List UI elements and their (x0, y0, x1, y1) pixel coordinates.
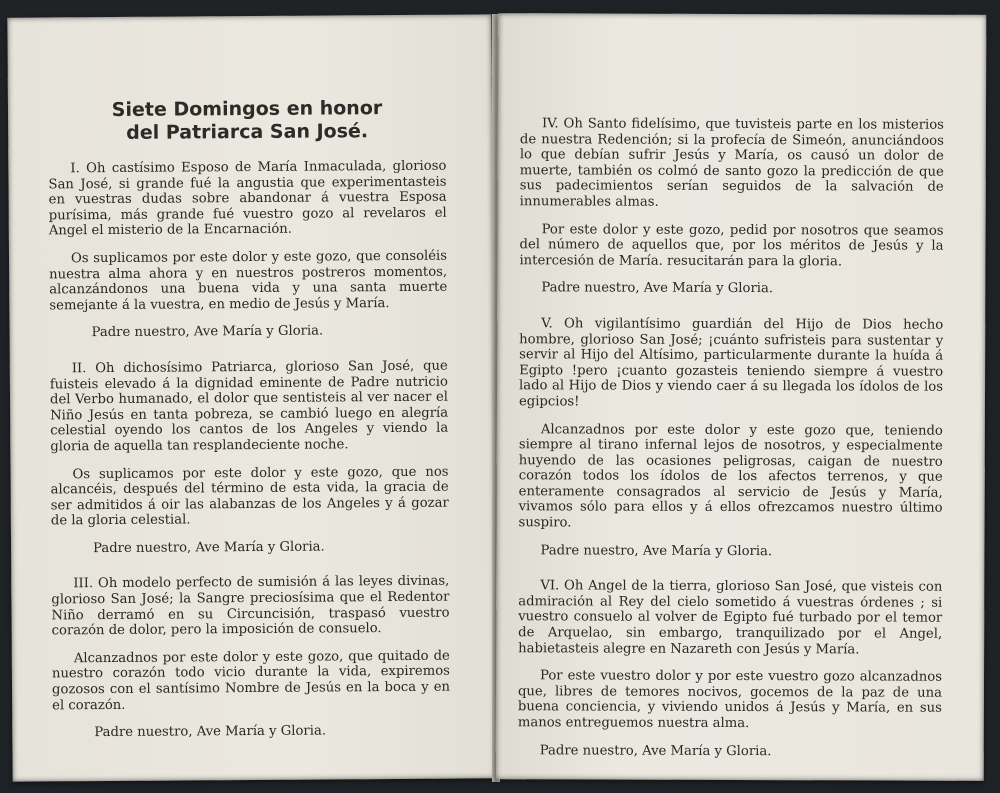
prayer-line: Padre nuestro, Ave María y Gloria. (540, 542, 773, 559)
paragraph-ii: II. Oh dichosísimo Patriarca, glorioso San José, que fuisteis elevado á la dignidad eminente de Padre nutricio del Verbo humanado, el dolor que sentisteis al ver nacer el Niño Jesús en tanta pobreza, se cambió luego en alegría celestial oyendo los cantos de los Angeles y viendo la gloria de aquella tan resplandeciente noche. (49, 358, 449, 455)
supplication-paragraph: Os suplicamos por este dolor y este gozo, que nos alcancéis, después del término de esta vida, la gracia de ser admitidos á oir las alabanzas de los Angeles y á gozar de la gloria celestial. (50, 464, 449, 529)
right-page-content (518, 116, 944, 780)
supplication-paragraph: Alcanzadnos por este dolor y este gozo, que quitado de nuestro corazón todo vicio durante la vida, expiremos gozosos con el santísimo Nombre de Jesús en la boca y en el corazón. (51, 648, 451, 714)
prayer-line: Padre nuestro, Ave María y Gloria. (539, 742, 772, 759)
title-line-2: del Patriarca San José. (126, 120, 369, 144)
prayer-line: Padre nuestro, Ave María y Gloria. (91, 323, 324, 341)
prayer-line: Padre nuestro, Ave María y Gloria. (94, 723, 327, 741)
paragraph-i: I. Oh castísimo Esposo de María Inmaculada, glorioso San José, si grande fué la angustia que experimentasteis en vuestras dudas sobre abandonar á vuestra Esposa purísima, más grande fué vuestro gozo al revelaros el Angel el misterio de la Encarnación. (48, 158, 447, 239)
supplication-paragraph: Por este dolor y este gozo, pedid por nosotros que seamos del número de aquellos que, por los méritos de Jesús y la intercesión de María. resucitarán para la gloria. (519, 221, 944, 270)
supplication-paragraph: Alcanzadnos por este dolor y este gozo que, teniendo siempre al tirano infernal lejos de nosotros, y especialmente huyendo de las ocasiones peligrosas, caigan de nuestro corazón todos los ídolos de los afectos terrenos, y que enteramente consagrados al servicio de Jesús y María, vivamos sólo para ellos y á ellos ofrezcamos nuestro último suspiro. (518, 421, 943, 531)
left-page-content (47, 15, 450, 762)
prayer-line: Padre nuestro, Ave María y Gloria. (92, 539, 325, 556)
right-page (496, 13, 987, 781)
paragraph-iii: III. Oh modelo perfecto de sumisión á las leyes divinas, glorioso San José; la Sangre preciosísima que el Redentor Niño derramó en su Circuncisión, traspasó vuestro corazón de dolor, pero la imposición de consuelo. (51, 574, 450, 639)
supplication-paragraph: Por este vuestro dolor y por este vuestro gozo alcanzadnos que, libres de temores nocivos, gocemos de la paz de una buena conciencia, y viviendo unidos á Jesús y María, en sus manos entreguemos nuestra alma. (517, 668, 943, 732)
supplication-paragraph: Os suplicamos por este dolor y este gozo, que consoléis nuestra alma ahora y en nuestros postreros momentos, alcanzándonos una buena vida y una santa muerte semejante á la vuestra, en medio de Jesús y María. (49, 248, 448, 314)
left-page (7, 14, 496, 781)
title-line-1: Siete Domingos en honor (111, 97, 383, 121)
document-title (48, 97, 446, 146)
prayer-line: Padre nuestro, Ave María y Gloria. (541, 280, 774, 297)
paragraph-vi: VI. Oh Angel de la tierra, glorioso San José, que visteis con admiración al Rey del cielo sometido á vuestras órdenes ; si vuestro consuelo al volver de Egipto fué turbado por el temor de Arquelao, sin embargo, tranquilizado por el Angel, habietasteis alegre en Nazareth con Jesús y María. (518, 578, 943, 658)
paragraph-v: V. Oh vigilantísimo guardián del Hijo de Dios hecho hombre, glorioso San José; ¡cuánto sufristeis para sustentar y servir al Hijo del Altísimo, particularmente durante la huída á Egipto !pero ¡cuanto gozasteis teniendo siempre á vuestro lado al Hijo de Dios y viendo caer á su llegada los ídolos de los egipcios! (518, 316, 944, 410)
paragraph-iv: IV. Oh Santo fidelísimo, que tuvisteis parte en los misterios de nuestra Redención; si la profecía de Simeón, anunciándoos lo que debían sufrir Jesús y María, os causó un dolor de muerte, también os colmó de santo gozo la predicción de que sus padecimientos serían seguidos de la salvación de innumerables almas. (519, 116, 944, 210)
